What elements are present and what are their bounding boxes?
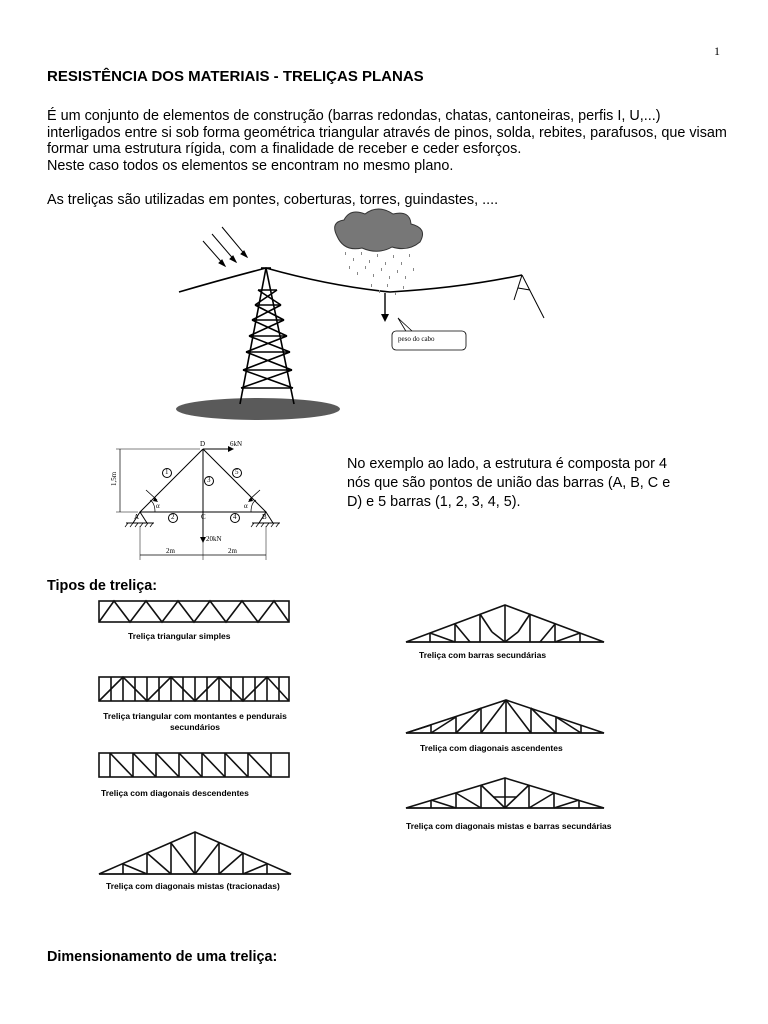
caption-mixed-diagonals: Treliça com diagonais mistas (tracionadas) [106,881,280,891]
caption-ascending-diagonals: Treliça com diagonais ascendentes [420,743,563,753]
angle-label-left: α [156,502,160,510]
bar-label-5: 5 [235,468,239,476]
truss-ascending-diagonals [406,700,604,733]
intro-line: É um conjunto de elementos de construção (barras redondas, chatas, cantoneiras, perfis I, U,...) [47,108,661,124]
types-heading: Tipos de treliça: [47,578,158,594]
load-top-label: 6kN [230,440,243,448]
caption-triangular-verticals [100,711,290,733]
bar-label-3: 3 [207,476,211,484]
span-left-label: 2m [166,547,175,555]
bar-label-2: 2 [171,513,175,521]
page-number: 1 [714,44,720,58]
intro-line: interligados entre si sob forma geométrica triangular através de pinos, solda, rebites, parafusos, que visam [47,124,727,141]
truss-triangular-verticals [99,677,289,701]
cable-weight-label: peso do cabo [398,335,435,343]
example-line: D) e 5 barras (1, 2, 3, 4, 5). [347,494,521,510]
caption-line: Treliça triangular com montantes e pendurais [103,711,287,721]
caption-descending-diagonals: Treliça com diagonais descendentes [101,788,249,798]
truss-mixed-secondary [406,778,604,808]
truss-mixed-diagonals [99,832,291,874]
sizing-heading: Dimensionamento de uma treliça: [47,949,278,965]
intro-line: Neste caso todos os elementos se encontram no mesmo plano. [47,157,454,174]
bar-label-4: 4 [233,513,237,521]
node-label-d: D [200,440,206,448]
truss-descending-diagonals [99,753,289,777]
example-line: nós que são pontos de união das barras (A, B, C e [347,475,671,491]
span-right-label: 2m [228,547,237,555]
caption-triangular-simple: Treliça triangular simples [128,631,231,641]
node-label-c: C [201,513,206,521]
example-line: No exemplo ao lado, a estrutura é composta por 4 [347,456,667,472]
truss-triangular-simple [99,601,289,622]
bar-label-1: 1 [165,468,169,476]
truss-secondary-bars [406,605,604,642]
caption-line: secundários [169,722,221,732]
page-title: RESISTÊNCIA DOS MATERIAIS - TRELIÇAS PLANAS [47,68,424,85]
caption-mixed-secondary: Treliça com diagonais mistas e barras secundárias [406,821,612,831]
angle-label-right: α [244,502,248,510]
node-label-b: B [262,513,267,521]
uses-paragraph: As treliças são utilizadas em pontes, coberturas, torres, guindastes, .... [47,192,499,208]
load-bottom-label: 20kN [206,535,222,543]
node-label-a: A [134,513,140,521]
caption-secondary-bars: Treliça com barras secundárias [419,650,547,660]
intro-line: formar uma estrutura rígida, com a finalidade de receber e ceder esforços. [47,141,522,157]
height-label: 1,5m [110,471,118,486]
